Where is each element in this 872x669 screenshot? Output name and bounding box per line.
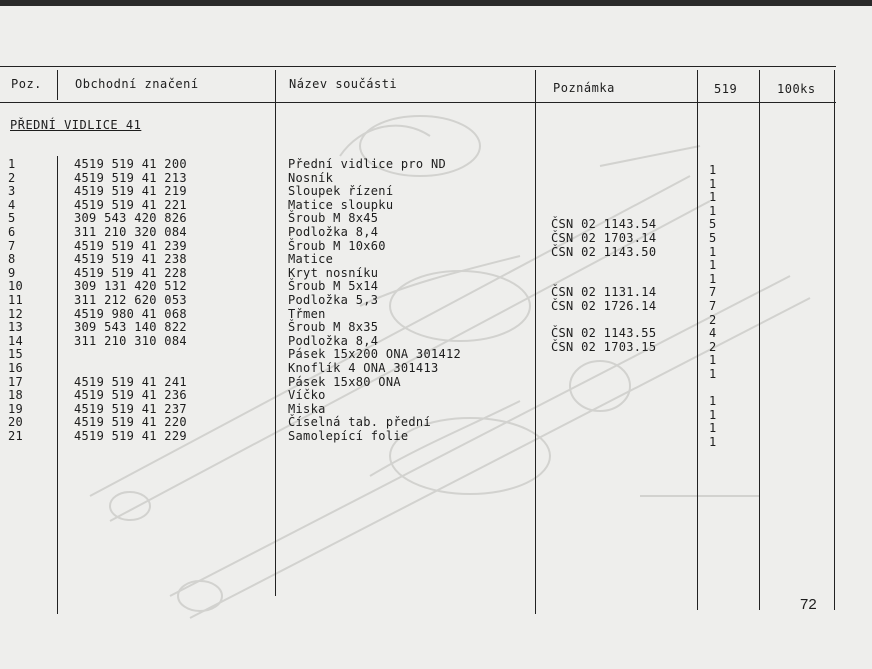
row-part-name: Třmen <box>288 307 326 321</box>
row-position: 2 <box>8 171 16 185</box>
section-title: PŘEDNÍ VIDLICE 41 <box>10 118 142 132</box>
catalog-page <box>0 6 872 669</box>
row-part-name: Přední vidlice pro ND <box>288 157 447 171</box>
row-quantity: 1 <box>709 435 717 449</box>
header-bottom-rule <box>0 102 836 103</box>
row-part-number: 4519 519 41 219 <box>74 184 187 198</box>
header-nazev-soucasti: Název součásti <box>289 77 398 91</box>
row-part-number: 4519 519 41 220 <box>74 415 187 429</box>
row-part-number: 4519 519 41 228 <box>74 266 187 280</box>
row-position: 11 <box>8 293 24 307</box>
col-divider-3 <box>535 70 536 614</box>
row-position: 6 <box>8 225 16 239</box>
row-note: ČSN 02 1131.14 <box>551 285 657 299</box>
row-part-name: Šroub M 10x60 <box>288 239 386 253</box>
row-note: ČSN 02 1143.50 <box>551 245 657 259</box>
row-part-name: Kryt nosníku <box>288 266 379 280</box>
row-part-number: 309 543 420 826 <box>74 211 187 225</box>
row-position: 1 <box>8 157 16 171</box>
row-part-name: Podložka 8,4 <box>288 334 379 348</box>
row-part-name: Pásek 15x200 ONA 301412 <box>288 347 462 361</box>
row-part-name: Knoflík 4 ONA 301413 <box>288 361 439 375</box>
row-position: 8 <box>8 252 16 266</box>
row-position: 9 <box>8 266 16 280</box>
header-obchodni-znaceni: Obchodní značení <box>75 77 199 91</box>
row-position: 21 <box>8 429 24 443</box>
row-position: 14 <box>8 334 24 348</box>
row-quantity: 1 <box>709 245 717 259</box>
row-quantity: 1 <box>709 258 717 272</box>
header-poz: Poz. <box>11 77 42 91</box>
row-part-number: 4519 519 41 238 <box>74 252 187 266</box>
row-quantity: 1 <box>709 394 717 408</box>
col-divider-4 <box>697 70 698 610</box>
row-quantity: 1 <box>709 272 717 286</box>
row-part-number: 311 210 310 084 <box>74 334 187 348</box>
row-part-name: Sloupek řízení <box>288 184 394 198</box>
row-part-number: 309 543 140 822 <box>74 320 187 334</box>
row-note: ČSN 02 1143.55 <box>551 326 657 340</box>
row-position: 3 <box>8 184 16 198</box>
col-divider-5 <box>759 70 760 610</box>
row-part-name: Podložka 5,3 <box>288 293 379 307</box>
row-part-number: 4519 519 41 229 <box>74 429 187 443</box>
row-position: 16 <box>8 361 24 375</box>
row-note: ČSN 02 1143.54 <box>551 217 657 231</box>
row-part-number: 311 212 620 053 <box>74 293 187 307</box>
row-part-name: Miska <box>288 402 326 416</box>
row-part-name: Samolepící folie <box>288 429 409 443</box>
header-519: 519 <box>714 82 738 96</box>
row-part-number: 4519 519 41 239 <box>74 239 187 253</box>
row-part-number: 4519 980 41 068 <box>74 307 187 321</box>
row-part-number: 4519 519 41 237 <box>74 402 187 416</box>
row-quantity: 1 <box>709 204 717 218</box>
row-position: 15 <box>8 347 24 361</box>
row-quantity: 1 <box>709 190 717 204</box>
row-quantity: 1 <box>709 353 717 367</box>
row-part-name: Šroub M 5x14 <box>288 279 379 293</box>
row-position: 17 <box>8 375 24 389</box>
row-part-number: 4519 519 41 241 <box>74 375 187 389</box>
row-position: 20 <box>8 415 24 429</box>
row-position: 18 <box>8 388 24 402</box>
row-quantity: 4 <box>709 326 717 340</box>
row-part-name: Matice sloupku <box>288 198 394 212</box>
row-part-name: Podložka 8,4 <box>288 225 379 239</box>
row-note: ČSN 02 1703.15 <box>551 340 657 354</box>
row-note: ČSN 02 1703.14 <box>551 231 657 245</box>
row-part-name: Nosník <box>288 171 334 185</box>
row-part-number: 311 210 320 084 <box>74 225 187 239</box>
row-position: 13 <box>8 320 24 334</box>
row-quantity: 1 <box>709 163 717 177</box>
col-divider-1 <box>57 70 58 100</box>
col-divider-1-body <box>57 156 58 614</box>
page-number: 72 <box>800 596 817 613</box>
row-quantity: 1 <box>709 367 717 381</box>
header-poznamka: Poznámka <box>553 81 615 95</box>
row-part-name: Šroub M 8x35 <box>288 320 379 334</box>
row-part-name: Číselná tab. přední <box>288 415 431 429</box>
row-position: 7 <box>8 239 16 253</box>
row-part-number: 4519 519 41 236 <box>74 388 187 402</box>
row-part-number: 309 131 420 512 <box>74 279 187 293</box>
row-quantity: 1 <box>709 421 717 435</box>
row-part-name: Matice <box>288 252 334 266</box>
row-quantity: 5 <box>709 217 717 231</box>
col-divider-2 <box>275 70 276 596</box>
row-quantity: 1 <box>709 177 717 191</box>
row-position: 5 <box>8 211 16 225</box>
table-top-rule <box>0 66 836 67</box>
row-quantity: 7 <box>709 285 717 299</box>
row-part-number: 4519 519 41 200 <box>74 157 187 171</box>
row-quantity: 2 <box>709 340 717 354</box>
row-position: 4 <box>8 198 16 212</box>
row-part-number: 4519 519 41 213 <box>74 171 187 185</box>
row-quantity: 2 <box>709 313 717 327</box>
row-position: 10 <box>8 279 24 293</box>
row-quantity: 7 <box>709 299 717 313</box>
header-100ks: 100ks <box>777 82 816 96</box>
row-quantity: 5 <box>709 231 717 245</box>
row-part-number: 4519 519 41 221 <box>74 198 187 212</box>
row-quantity: 1 <box>709 408 717 422</box>
row-part-name: Pásek 15x80 ONA <box>288 375 401 389</box>
row-note: ČSN 02 1726.14 <box>551 299 657 313</box>
row-part-name: Šroub M 8x45 <box>288 211 379 225</box>
row-position: 19 <box>8 402 24 416</box>
col-divider-6 <box>834 70 835 610</box>
row-position: 12 <box>8 307 24 321</box>
row-part-name: Víčko <box>288 388 326 402</box>
